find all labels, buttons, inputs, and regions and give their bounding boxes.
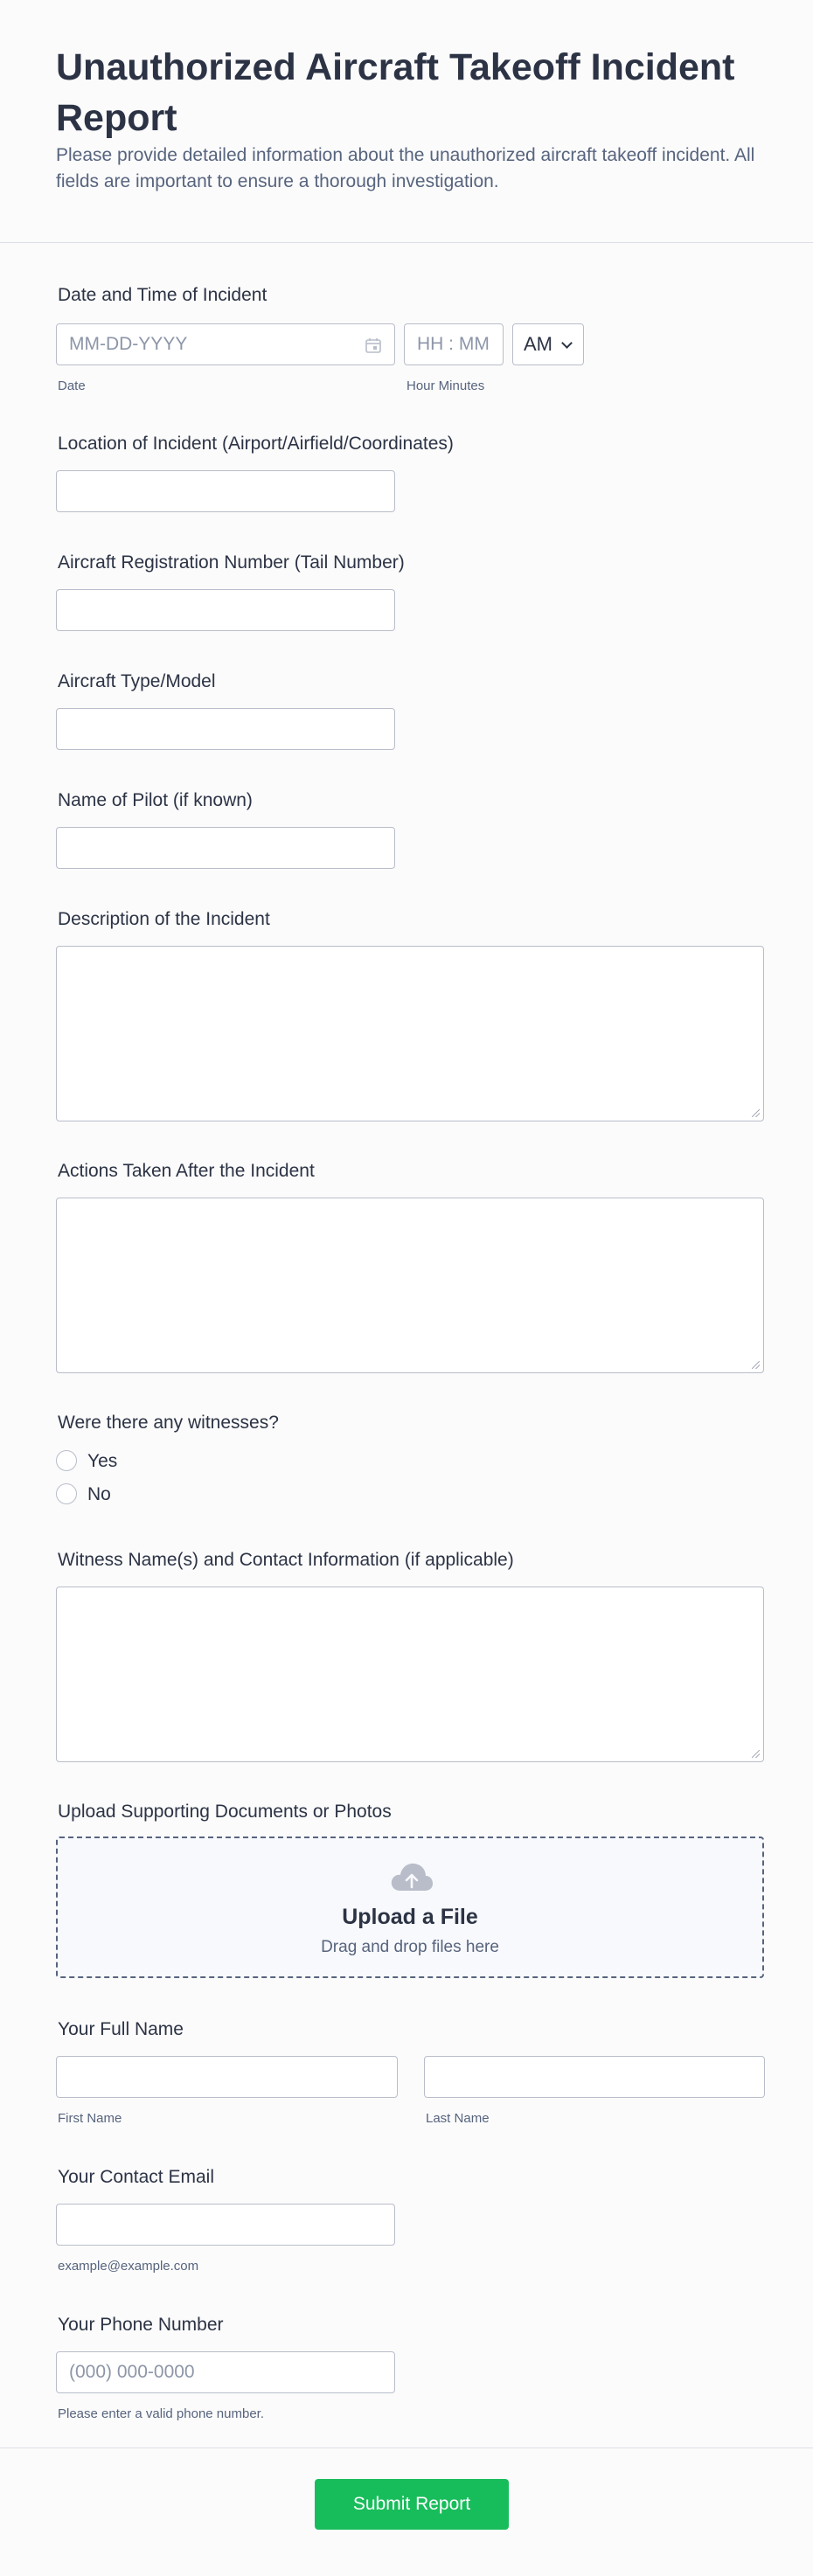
resize-handle-icon[interactable] (752, 1109, 760, 1117)
email-sublabel: example@example.com (58, 2259, 199, 2274)
page-subtitle: Please provide detailed information about the unauthorized aircraft takeoff incident. All fields are important to ensure a thorough investigation. (56, 145, 755, 191)
date-sublabel: Date (58, 378, 86, 393)
registration-input[interactable] (56, 589, 395, 631)
email-input[interactable] (56, 2204, 395, 2246)
chevron-down-icon (561, 337, 573, 349)
radio-no-label[interactable]: No (87, 1484, 111, 1504)
actions-label: Actions Taken After the Incident (58, 1161, 315, 1181)
radio-no[interactable] (56, 1483, 77, 1504)
time-placeholder: HH : MM (417, 334, 490, 354)
last-name-input[interactable] (424, 2056, 765, 2098)
phone-placeholder: (000) 000-0000 (69, 2362, 195, 2382)
description-label: Description of the Incident (58, 909, 270, 929)
pilot-input[interactable] (56, 827, 395, 869)
cloud-upload-icon (390, 1861, 434, 1892)
first-name-sublabel: First Name (58, 2111, 122, 2126)
resize-handle-icon[interactable] (752, 1750, 760, 1758)
file-upload-dropzone[interactable] (56, 1837, 764, 1978)
upload-subtitle: Drag and drop files here (321, 1938, 499, 1956)
aircraft-type-label: Aircraft Type/Model (58, 671, 216, 691)
calendar-icon[interactable] (365, 337, 382, 354)
date-placeholder: MM-DD-YYYY (69, 334, 188, 354)
full-name-label: Your Full Name (58, 2019, 184, 2039)
upload-title: Upload a File (342, 1905, 478, 1929)
radio-yes[interactable] (56, 1450, 77, 1471)
time-sublabel: Hour Minutes (406, 378, 485, 393)
email-label: Your Contact Email (58, 2167, 214, 2187)
witnesses-label: Were there any witnesses? (58, 1413, 279, 1433)
radio-yes-label[interactable]: Yes (87, 1451, 118, 1471)
location-input[interactable] (56, 470, 395, 512)
aircraft-type-input[interactable] (56, 708, 395, 750)
phone-sublabel: Please enter a valid phone number. (58, 2406, 264, 2421)
date-time-label: Date and Time of Incident (58, 285, 268, 305)
resize-handle-icon[interactable] (752, 1361, 760, 1369)
last-name-sublabel: Last Name (426, 2111, 490, 2126)
phone-label: Your Phone Number (58, 2315, 224, 2335)
registration-label: Aircraft Registration Number (Tail Number) (58, 552, 405, 573)
upload-label: Upload Supporting Documents or Photos (58, 1802, 392, 1822)
ampm-value: AM (524, 333, 552, 355)
witness-info-textarea[interactable] (56, 1587, 764, 1762)
witness-info-label: Witness Name(s) and Contact Information (if applicable) (58, 1550, 514, 1570)
description-textarea[interactable] (56, 946, 764, 1121)
phone-input[interactable] (56, 2351, 395, 2393)
page-title: Unauthorized Aircraft Takeoff Incident Report (56, 46, 735, 139)
submit-button[interactable]: Submit Report (315, 2479, 509, 2530)
pilot-label: Name of Pilot (if known) (58, 790, 253, 810)
first-name-input[interactable] (56, 2056, 398, 2098)
location-label: Location of Incident (Airport/Airfield/Coordinates) (58, 434, 454, 454)
ampm-select[interactable] (512, 323, 584, 365)
actions-textarea[interactable] (56, 1198, 764, 1373)
time-input[interactable] (404, 323, 504, 365)
date-input[interactable] (56, 323, 395, 365)
header-divider (0, 242, 813, 243)
